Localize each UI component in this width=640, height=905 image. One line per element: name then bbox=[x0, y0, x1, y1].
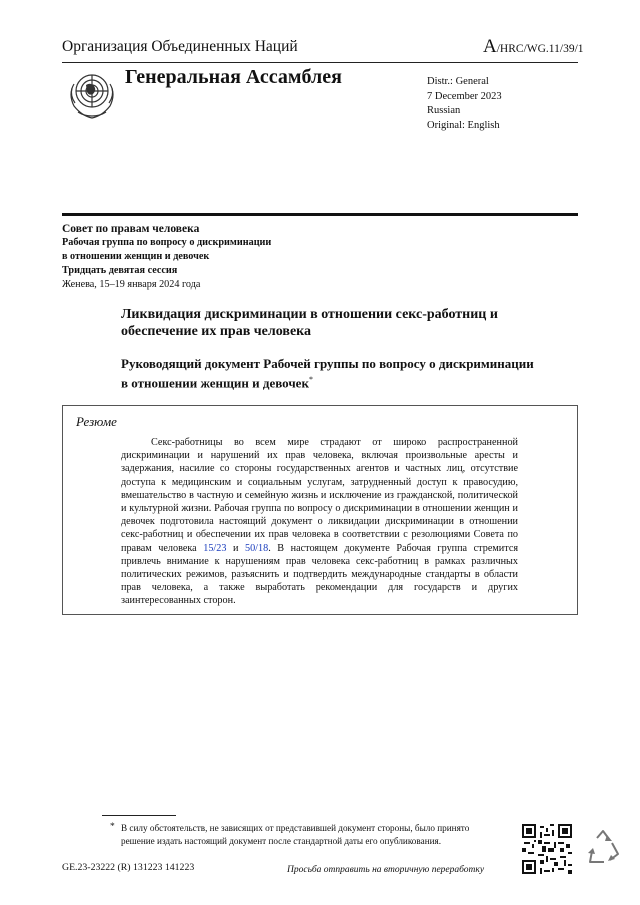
top-rule bbox=[62, 62, 578, 63]
working-group-line1: Рабочая группа по вопросу о дискриминации bbox=[62, 237, 272, 248]
symbol-prefix: A bbox=[483, 36, 497, 57]
summary-text bbox=[121, 436, 518, 608]
summary-and: и bbox=[226, 542, 245, 554]
recycle-icon bbox=[582, 826, 624, 868]
qr-code-icon[interactable] bbox=[522, 824, 572, 874]
recycle-note: Просьба отправить на вторичную переработку bbox=[287, 865, 485, 875]
footnote-rule bbox=[102, 815, 176, 816]
working-group-line2: в отношении женщин и девочек bbox=[62, 251, 210, 262]
organization-name: Организация Объединенных Наций bbox=[62, 38, 298, 55]
summary-part2: . В настоящем документе Рабочая группа стремится привлечь внимание к нарушениям прав человека секс-работниц в рамках различных политических режимов, разъяснить и подтвердить международные стандарты в области прав человека, а также выработать рекомендации для государств и других заинтересованных сторон. bbox=[121, 542, 519, 607]
document-subtitle bbox=[121, 356, 541, 391]
original-line: Original: English bbox=[427, 119, 500, 131]
date-line: 7 December 2023 bbox=[427, 90, 502, 102]
footnote-marker: * bbox=[110, 822, 115, 832]
document-symbol bbox=[483, 36, 584, 58]
subtitle-text: Руководящий документ Рабочей группы по вопросу о дискриминации в отношении женщин и девочек bbox=[121, 356, 534, 391]
header-divider bbox=[62, 213, 578, 216]
distr-line: Distr.: General bbox=[427, 76, 489, 87]
subtitle-footnote-marker: * bbox=[308, 375, 313, 384]
council-name: Совет по правам человека bbox=[62, 223, 200, 235]
session-name: Тридцать девятая сессия bbox=[62, 265, 178, 276]
summary-label: Резюме bbox=[76, 414, 117, 429]
footnote-text: В силу обстоятельств, не зависящих от представившей документ стороны, было принято решение издать настоящий документ после стандартной даты его опубликования. bbox=[121, 823, 470, 846]
resolution-link-15-23[interactable]: 15/23 bbox=[203, 542, 227, 554]
job-number: GE.23-23222 (R) 131223 141223 bbox=[62, 862, 195, 873]
language-line: Russian bbox=[427, 105, 461, 116]
distribution-block bbox=[427, 75, 502, 133]
assembly-name: Генеральная Ассамблея bbox=[125, 66, 342, 88]
summary-part1: Секс-работницы во всем мире страдают от широко распространенной дискриминации и нарушений их прав человека, включая произвольные аресты и задержания, насилие со стороны государственных агентов и частных лиц, отсутствие доступа к медицинским и социальным услугам, затрудненный доступ к правосудию, вмешательство в частную и семейную жизнь и исключение из гражданской, политической и культурной жизни. Рабочая группа по вопросу о дискриминации в отношении женщин и девочек подготовила настоящий документ о ликвидации дискриминации в отношении секс-работниц и обеспечении их прав человека в соответствии с резолюциями Совета по правам человека bbox=[121, 437, 518, 554]
symbol-rest: /HRC/WG.11/39/1 bbox=[496, 43, 584, 55]
un-emblem-icon bbox=[64, 64, 120, 124]
place-dates: Женева, 15–19 января 2024 года bbox=[62, 279, 201, 290]
resolution-link-50-18[interactable]: 50/18 bbox=[244, 542, 269, 554]
session-block bbox=[62, 222, 271, 292]
document-title: Ликвидация дискриминации в отношении секс-работниц и обеспечение их прав человека bbox=[121, 307, 498, 339]
